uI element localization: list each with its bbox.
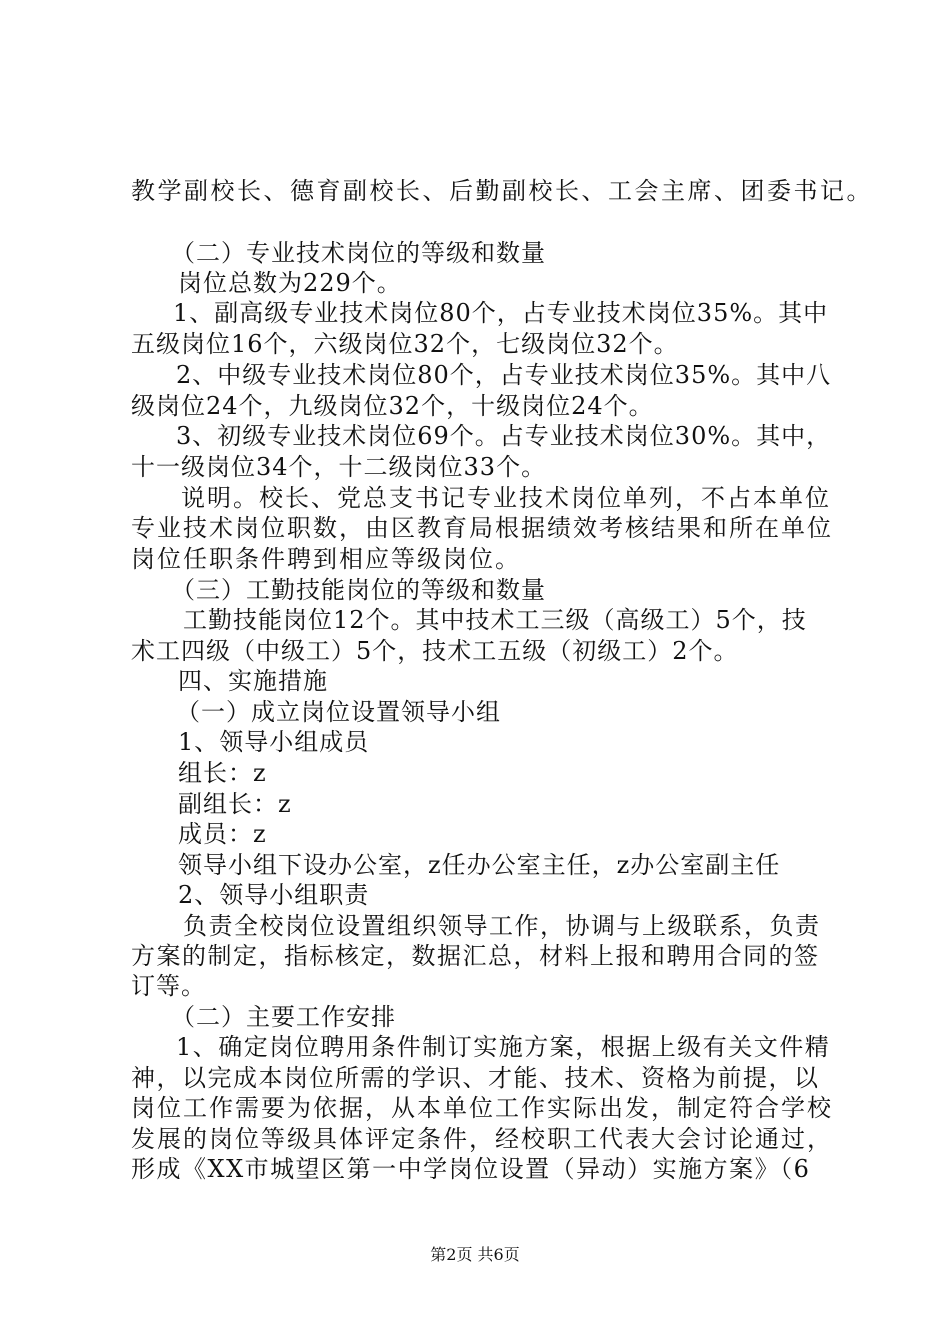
paragraph-line: 成员：z: [178, 820, 267, 848]
list-item-line: 2、领导小组职责: [178, 881, 370, 909]
paragraph-line: 领导小组下设办公室，z任办公室主任，z办公室副主任: [178, 851, 781, 879]
list-item-line: 1、确定岗位聘用条件制订实施方案，根据上级有关文件精: [176, 1033, 831, 1061]
section-heading: （二）专业技术岗位的等级和数量: [171, 239, 546, 267]
section-heading: （三）工勤技能岗位的等级和数量: [171, 576, 546, 604]
paragraph-line: 订等。: [131, 972, 206, 1000]
paragraph-line: 岗位任职条件聘到相应等级岗位。: [131, 545, 521, 573]
list-item-line: 1、副高级专业技术岗位80个，占专业技术岗位35%。其中: [173, 299, 829, 327]
paragraph-line: 负责全校岗位设置组织领导工作，协调与上级联系，负责: [183, 912, 821, 940]
section-heading: （一）成立岗位设置领导小组: [176, 698, 501, 726]
list-item-line: 1、领导小组成员: [178, 728, 370, 756]
paragraph-line: 十一级岗位34个，十二级岗位33个。: [131, 453, 547, 481]
note-line: 说明。校长、党总支书记专业技术岗位单列，不占本单位: [181, 484, 831, 512]
list-item-line: 3、初级专业技术岗位69个。占专业技术岗位30%。其中，: [176, 422, 832, 450]
page-footer: 第2页 共6页: [430, 1245, 520, 1264]
list-item-line: 2、中级专业技术岗位80个，占专业技术岗位35%。其中八: [176, 361, 832, 389]
paragraph-line: 组长：z: [178, 759, 267, 787]
paragraph-line: 术工四级（中级工）5个，技术工五级（初级工）2个。: [131, 637, 739, 665]
paragraph-line: 工勤技能岗位12个。其中技术工三级（高级工）5个，技: [183, 606, 807, 634]
paragraph-line: 发展的岗位等级具体评定条件，经校职工代表大会讨论通过，: [131, 1125, 833, 1153]
paragraph-line: 副组长：z: [178, 790, 292, 818]
paragraph-line: 专业技术岗位职数，由区教育局根据绩效考核结果和所在单位: [131, 514, 833, 542]
paragraph-line: 教学副校长、德育副校长、后勤副校长、工会主席、团委书记。: [131, 177, 873, 205]
paragraph-line: 形成《XX市城望区第一中学岗位设置（异动）实施方案》（6: [131, 1155, 811, 1183]
paragraph-line: 级岗位24个，九级岗位32个，十级岗位24个。: [131, 392, 654, 420]
paragraph-line: 方案的制定，指标核定，数据汇总，材料上报和聘用合同的签: [131, 942, 820, 970]
paragraph-line: 五级岗位16个，六级岗位32个，七级岗位32个。: [131, 330, 679, 358]
paragraph-line: 岗位总数为229个。: [178, 269, 402, 297]
section-heading: 四、实施措施: [178, 667, 328, 695]
section-heading: （二）主要工作安排: [171, 1003, 396, 1031]
paragraph-line: 岗位工作需要为依据，从本单位工作实际出发，制定符合学校: [131, 1094, 833, 1122]
paragraph-line: 神，以完成本岗位所需的学识、才能、技术、资格为前提，以: [131, 1064, 820, 1092]
